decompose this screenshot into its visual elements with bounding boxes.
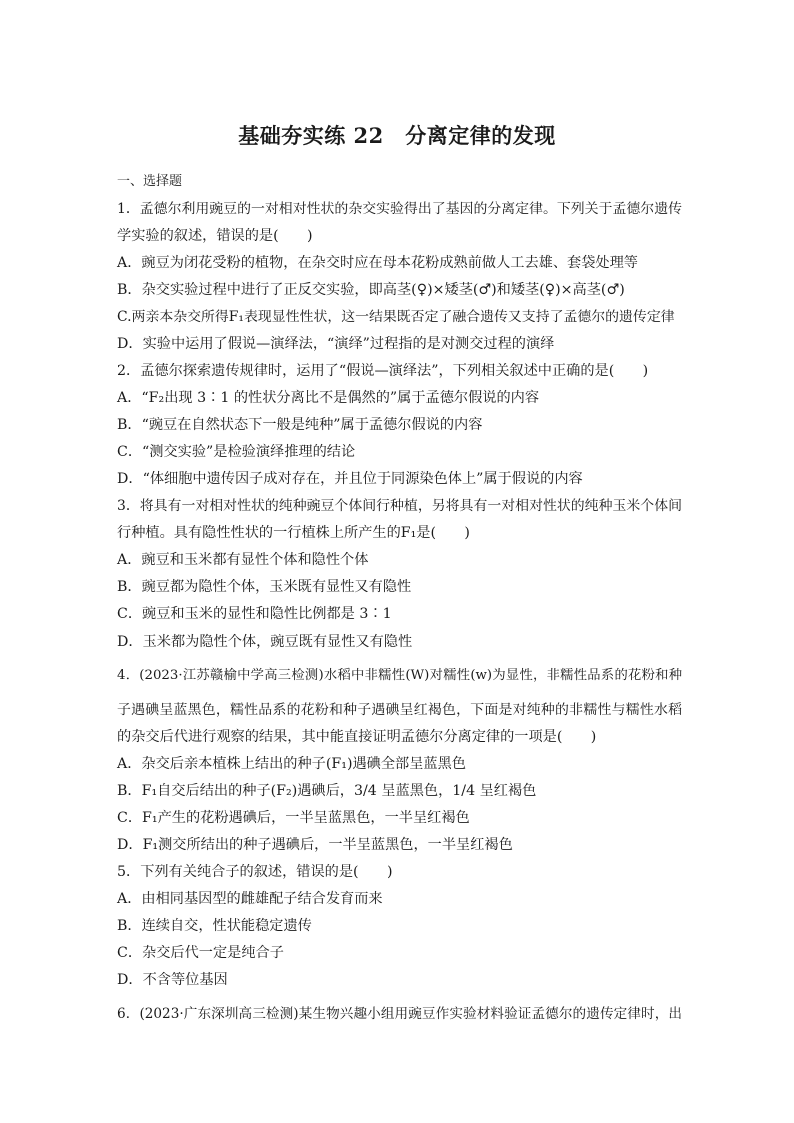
- question-4-line-3: 的杂交后代进行观察的结果，其中能直接证明孟德尔分离定律的一项是( ): [117, 729, 597, 745]
- question-3-line-2: 行种植。具有隐性性状的一行植株上所产生的F₁是( ): [117, 525, 470, 541]
- question-4-line-2: 子遇碘呈蓝黑色，糯性品系的花粉和种子遇碘呈红褐色，下面是对纯种的非糯性与糯性水稻: [117, 702, 682, 718]
- question-1-line-2: 学实验的叙述，错误的是( ): [117, 228, 313, 244]
- section-heading: 一、选择题: [117, 174, 183, 189]
- question-5-option-c: C．杂交后代一定是纯合子: [117, 945, 284, 961]
- question-5-stem: 5．下列有关纯合子的叙述，错误的是( ): [117, 864, 393, 880]
- question-5-option-a: A．由相同基因型的雌雄配子结合发育而来: [117, 891, 383, 907]
- question-2-option-a: A．“F₂出现 3∶1 的性状分离比不是偶然的”属于孟德尔假说的内容: [117, 390, 540, 406]
- question-3-line-1: 3．将具有一对相对性状的纯种豌豆个体间行种植，另将具有一对相对性状的纯种玉米个体间: [117, 498, 682, 514]
- question-1-option-a: A．豌豆为闭花受粉的植物，在杂交时应在母本花粉成熟前做人工去雄、套袋处理等: [117, 255, 638, 271]
- question-1-option-c: C.两亲本杂交所得F₁表现显性性状，这一结果既否定了融合遗传又支持了孟德尔的遗传定律: [117, 309, 675, 325]
- question-6-line-1: 6．(2023·广东深圳高三检测)某生物兴趣小组用豌豆作实验材料验证孟德尔的遗传定律时，出: [117, 1006, 682, 1022]
- question-4-option-c: C．F₁产生的花粉遇碘后，一半呈蓝黑色，一半呈红褐色: [117, 810, 470, 826]
- question-1-line-1: 1．孟德尔利用豌豆的一对相对性状的杂交实验得出了基因的分离定律。下列关于孟德尔遗传: [117, 201, 682, 217]
- question-2-stem: 2．孟德尔探索遗传规律时，运用了“假说—演绎法”，下列相关叙述中正确的是( ): [117, 363, 649, 379]
- question-4-option-a: A．杂交后亲本植株上结出的种子(F₁)遇碘全部呈蓝黑色: [117, 756, 466, 772]
- question-4-option-d: D．F₁测交所结出的种子遇碘后，一半呈蓝黑色，一半呈红褐色: [117, 837, 513, 853]
- question-3-option-b: B．豌豆都为隐性个体，玉米既有显性又有隐性: [117, 579, 412, 595]
- question-4-line-1: 4．(2023·江苏赣榆中学高三检测)水稻中非糯性(W)对糯性(w)为显性，非糯性品系的花粉和种: [117, 668, 682, 683]
- question-1-option-d: D．实验中运用了假说—演绎法，“演绎”过程指的是对测交过程的演绎: [117, 336, 555, 352]
- question-4-option-b: B．F₁自交后结出的种子(F₂)遇碘后，3/4 呈蓝黑色，1/4 呈红褐色: [117, 783, 537, 799]
- question-2-option-d: D．“体细胞中遗传因子成对存在，并且位于同源染色体上”属于假说的内容: [117, 471, 583, 487]
- question-5-option-d: D．不含等位基因: [117, 972, 228, 988]
- question-2-option-c: C．“测交实验”是检验演绎推理的结论: [117, 444, 356, 460]
- question-3-option-c: C．豌豆和玉米的显性和隐性比例都是 3∶1: [117, 606, 392, 622]
- question-5-option-b: B．连续自交，性状能稳定遗传: [117, 918, 312, 934]
- question-2-option-b: B．“豌豆在自然状态下一般是纯种”属于孟德尔假说的内容: [117, 417, 483, 433]
- question-3-option-a: A．豌豆和玉米都有显性个体和隐性个体: [117, 552, 369, 568]
- page-title: 基础夯实练 22 分离定律的发现: [238, 123, 556, 148]
- question-3-option-d: D．玉米都为隐性个体，豌豆既有显性又有隐性: [117, 634, 413, 650]
- question-1-option-b: B．杂交实验过程中进行了正反交实验，即高茎(♀)×矮茎(♂)和矮茎(♀)×高茎(♂): [117, 282, 625, 298]
